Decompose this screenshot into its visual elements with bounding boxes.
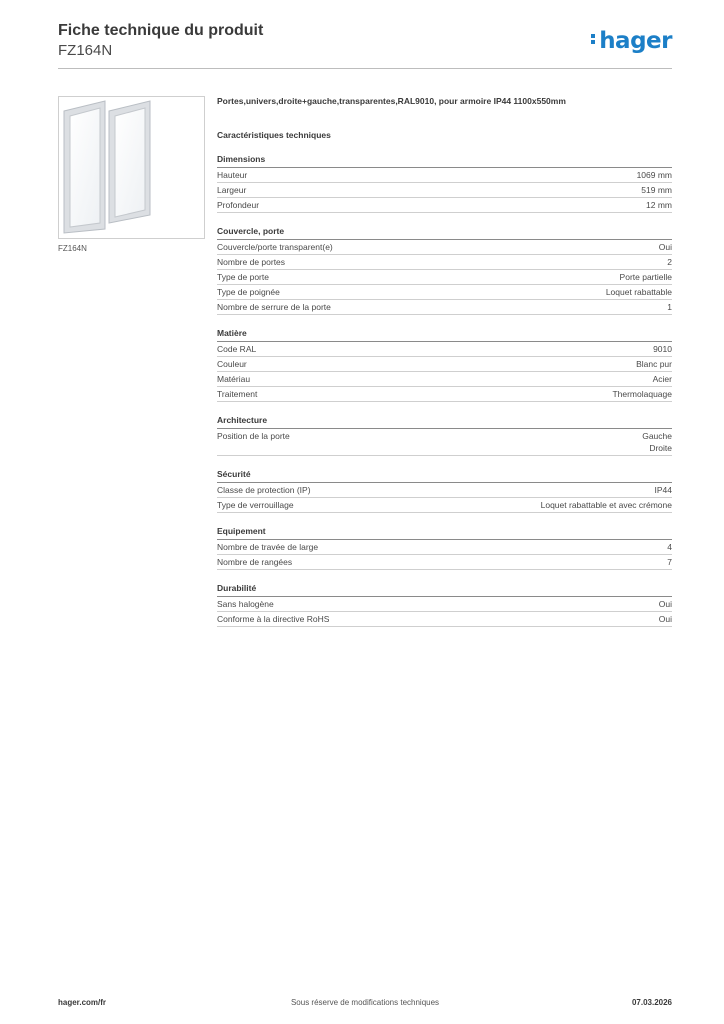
section-title: Couvercle, porte [217, 225, 672, 240]
spec-row [217, 597, 672, 612]
spec-value [653, 343, 672, 355]
spec-value-line: 1069 mm [636, 170, 672, 180]
spec-value [653, 373, 672, 385]
spec-label: Profondeur [217, 200, 260, 210]
spec-value-line: 4 [667, 542, 672, 552]
spec-value [541, 499, 672, 511]
spec-section [217, 225, 672, 315]
spec-value [612, 388, 672, 400]
section-title: Equipement [217, 525, 672, 540]
glass-door-pair-icon [59, 97, 204, 238]
spec-label: Conforme à la directive RoHS [217, 614, 330, 624]
tech-characteristics-heading: Caractéristiques techniques [217, 130, 331, 140]
section-title: Architecture [217, 414, 672, 429]
spec-value-line: Blanc pur [636, 359, 672, 369]
spec-row [217, 300, 672, 315]
spec-label: Largeur [217, 185, 247, 195]
spec-value [655, 484, 673, 496]
spec-row [217, 240, 672, 255]
spec-label: Nombre de serrure de la porte [217, 302, 331, 312]
spec-row [217, 270, 672, 285]
spec-value-line: 12 mm [646, 200, 672, 210]
section-title: Sécurité [217, 468, 672, 483]
hager-logo [591, 28, 672, 54]
section-title: Durabilité [217, 582, 672, 597]
spec-value-line: Oui [658, 599, 672, 609]
spec-value-line: 519 mm [641, 185, 672, 195]
spec-value [667, 541, 672, 553]
spec-value-line: Loquet rabattable [605, 287, 672, 297]
section-title: Dimensions [217, 153, 672, 168]
product-details [217, 95, 672, 627]
spec-section [217, 468, 672, 513]
spec-label: Couvercle/porte transparent(e) [217, 242, 333, 252]
spec-label: Hauteur [217, 170, 248, 180]
product-image [58, 96, 205, 239]
section-title: Matière [217, 327, 672, 342]
spec-value-line: 7 [667, 557, 672, 567]
spec-value-line: Gauche [642, 431, 672, 441]
spec-value [667, 301, 672, 313]
spec-label: Nombre de travée de large [217, 542, 319, 552]
spec-section [217, 525, 672, 570]
spec-label: Sans halogène [217, 599, 274, 609]
spec-section [217, 153, 672, 213]
spec-value-line: Porte partielle [619, 272, 672, 282]
spec-value-line: 2 [667, 257, 672, 267]
spec-row [217, 612, 672, 627]
header-divider [58, 68, 672, 69]
spec-row [217, 198, 672, 213]
spec-row [217, 255, 672, 270]
spec-value [659, 241, 672, 253]
page-header [58, 20, 672, 70]
spec-label: Type de poignée [217, 287, 280, 297]
footer-date: 07.03.2026 [631, 998, 672, 1007]
spec-value-line: Acier [652, 374, 672, 384]
spec-row [217, 387, 672, 402]
spec-value-line: IP44 [654, 485, 672, 495]
spec-value [636, 358, 672, 370]
spec-value [659, 598, 672, 610]
spec-row [217, 555, 672, 570]
image-caption: FZ164N [58, 244, 87, 253]
spec-value-line: Oui [658, 614, 672, 624]
spec-section [217, 327, 672, 402]
spec-row [217, 372, 672, 387]
product-description: Portes,univers,droite+gauche,transparentes,RAL9010, pour armoire IP44 1100x550mm [217, 96, 566, 106]
logo-text: hager [599, 28, 672, 54]
spec-label: Nombre de rangées [217, 557, 293, 567]
spec-value [667, 556, 672, 568]
spec-value-line: Oui [658, 242, 672, 252]
spec-label: Classe de protection (IP) [217, 485, 311, 495]
document-title: Fiche technique du produit [58, 22, 264, 39]
spec-label: Code RAL [217, 344, 257, 354]
spec-value [620, 271, 672, 283]
spec-value [646, 199, 672, 211]
spec-row [217, 285, 672, 300]
spec-row [217, 540, 672, 555]
spec-value [637, 169, 672, 181]
spec-value [659, 613, 672, 625]
spec-row [217, 183, 672, 198]
spec-value-line: Droite [649, 443, 672, 453]
product-reference: FZ164N [58, 42, 113, 59]
spec-label: Position de la porte [217, 431, 290, 441]
spec-value [642, 430, 672, 454]
spec-sections [217, 153, 672, 627]
spec-row [217, 357, 672, 372]
spec-value-line: 9010 [653, 344, 672, 354]
spec-value-line: Loquet rabattable et avec crémone [540, 500, 672, 510]
spec-label: Traitement [217, 389, 258, 399]
spec-section [217, 414, 672, 456]
spec-label: Type de verrouillage [217, 500, 294, 510]
spec-row [217, 483, 672, 498]
spec-label: Couleur [217, 359, 247, 369]
footer-website: hager.com/fr [58, 998, 107, 1007]
spec-label: Nombre de portes [217, 257, 286, 267]
spec-section [217, 582, 672, 627]
spec-row [217, 429, 672, 456]
spec-value [641, 184, 672, 196]
spec-row [217, 498, 672, 513]
spec-value-line: Thermolaquage [612, 389, 672, 399]
spec-label: Matériau [217, 374, 251, 384]
spec-row [217, 342, 672, 357]
logo-dots-icon [591, 32, 597, 46]
spec-value-line: 1 [667, 302, 672, 312]
footer-notice: Sous réserve de modifications techniques [290, 998, 440, 1007]
spec-label: Type de porte [217, 272, 269, 282]
spec-value [667, 256, 672, 268]
spec-value [606, 286, 672, 298]
spec-row [217, 168, 672, 183]
